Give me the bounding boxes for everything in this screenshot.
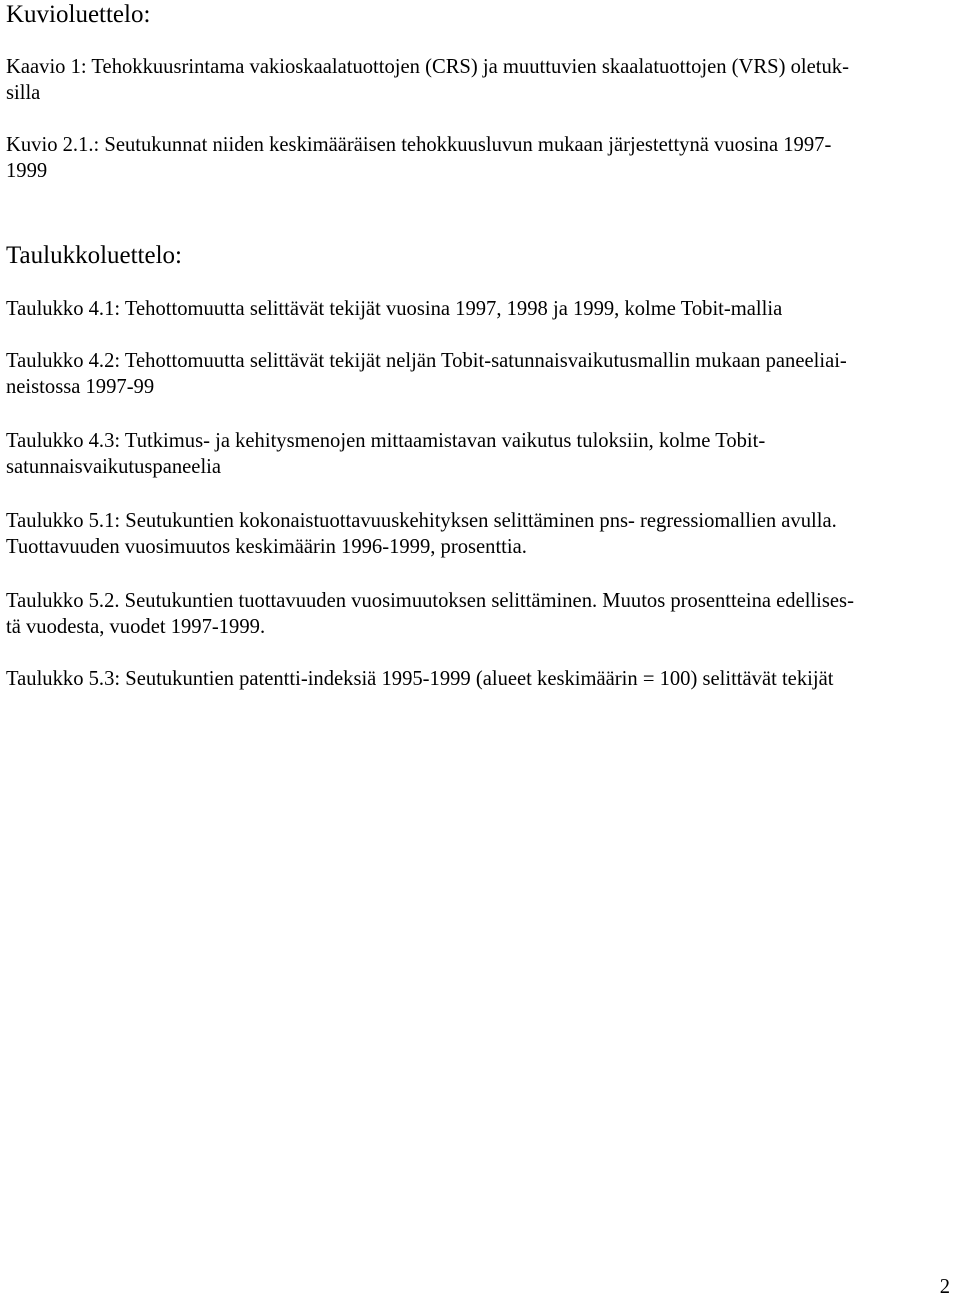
figure-entry-1-line-2: silla <box>6 82 41 104</box>
figure-entry-1-line-1: Kaavio 1: Tehokkuusrintama vakioskaalatuottojen (CRS) ja muuttuvien skaalatuottojen (VRS) oletuk- <box>6 56 849 78</box>
table-entry-2-line-1: Taulukko 4.2: Tehottomuutta selittävät tekijät neljän Tobit-satunnaisvaikutusmallin mukaan paneeliai- <box>6 350 847 372</box>
page-number: 2 <box>939 1276 950 1298</box>
table-entry-6 <box>6 666 833 692</box>
table-entry-5-line-1: Taulukko 5.2. Seutukuntien tuottavuuden vuosimuutoksen selittäminen. Muutos prosentteina edellises- <box>6 590 854 612</box>
tables-list-heading: Taulukkoluettelo: <box>6 242 182 269</box>
figure-entry-1 <box>6 54 849 106</box>
table-entry-5-line-2: tä vuodesta, vuodet 1997-1999. <box>6 616 266 638</box>
table-entry-3-line-1: Taulukko 4.3: Tutkimus- ja kehitysmenojen mittaamistavan vaikutus tuloksiin, kolme Tobit- <box>6 430 766 452</box>
table-entry-5 <box>6 588 854 640</box>
table-entry-3-line-2: satunnaisvaikutuspaneelia <box>6 456 222 478</box>
table-entry-1 <box>6 296 782 322</box>
table-entry-4-line-2: Tuottavuuden vuosimuutos keskimäärin 1996-1999, prosenttia. <box>6 536 527 558</box>
figure-entry-2-line-1: Kuvio 2.1.: Seutukunnat niiden keskimääräisen tehokkuusluvun mukaan järjestettynä vuosina 1997- <box>6 134 832 156</box>
table-entry-4 <box>6 508 837 560</box>
figures-list-heading: Kuvioluettelo: <box>6 1 151 28</box>
figure-entry-2-line-2: 1999 <box>6 160 48 182</box>
table-entry-3 <box>6 428 765 480</box>
table-entry-2-line-2: neistossa 1997-99 <box>6 376 155 398</box>
table-entry-4-line-1: Taulukko 5.1: Seutukuntien kokonaistuottavuuskehityksen selittäminen pns- regressiomallien avulla. <box>6 510 837 532</box>
table-entry-1-line-1: Taulukko 4.1: Tehottomuutta selittävät tekijät vuosina 1997, 1998 ja 1999, kolme Tobit-mallia <box>6 298 783 320</box>
table-entry-6-line-1: Taulukko 5.3: Seutukuntien patentti-indeksiä 1995-1999 (alueet keskimäärin = 100) selittävät tekijät <box>6 668 834 690</box>
figure-entry-2 <box>6 132 831 184</box>
table-entry-2 <box>6 348 847 400</box>
